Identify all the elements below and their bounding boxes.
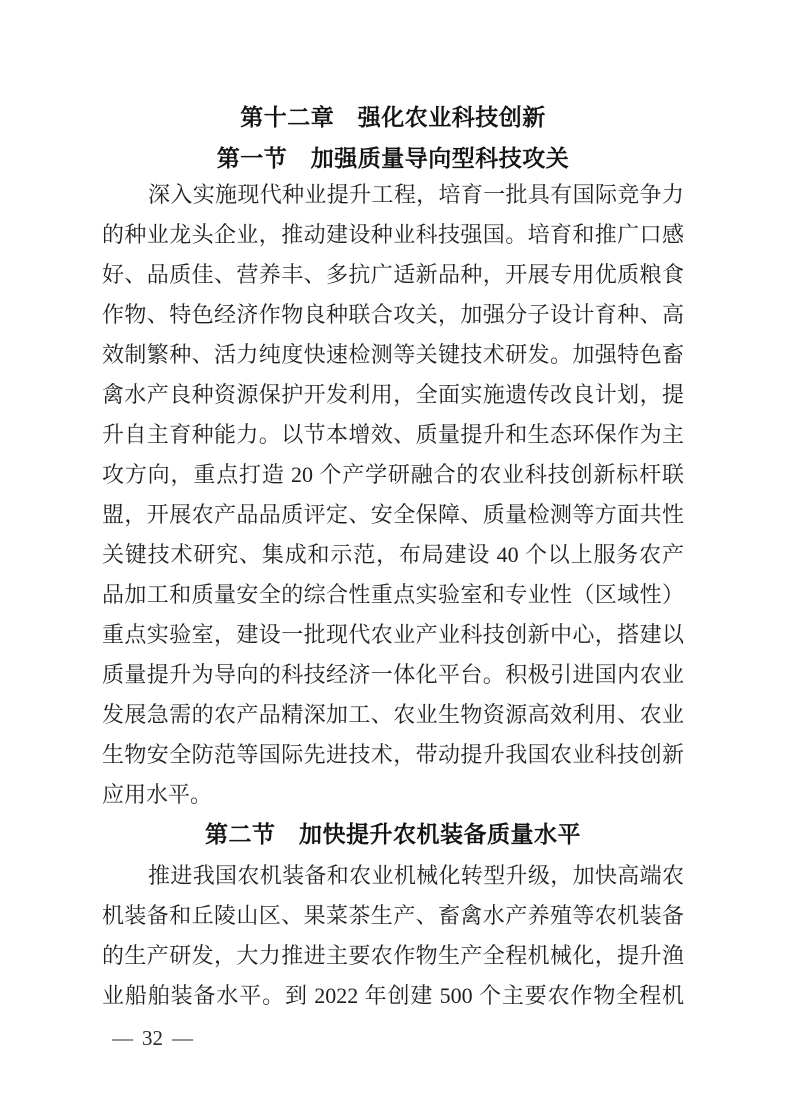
section-2-paragraph bbox=[102, 856, 684, 1016]
body-line: 盟，开展农产品品质评定、安全保障、质量检测等方面共性 bbox=[102, 502, 684, 527]
chapter-title: 第十二章 强化农业科技创新 bbox=[240, 104, 546, 130]
body-line: 作物、特色经济作物良种联合攻关，加强分子设计育种、高 bbox=[102, 302, 684, 327]
body-line: 机装备和丘陵山区、果菜茶生产、畜禽水产养殖等农机装备 bbox=[102, 903, 684, 928]
section-1-paragraph bbox=[102, 175, 684, 815]
body-line: 禽水产良种资源保护开发利用，全面实施遗传改良计划，提 bbox=[102, 382, 684, 407]
body-line: 效制繁种、活力纯度快速检测等关键技术研发。加强特色畜 bbox=[102, 342, 684, 367]
body-line: 深入实施现代种业提升工程，培育一批具有国际竞争力 bbox=[148, 182, 684, 207]
body-line: 发展急需的农产品精深加工、农业生物资源高效利用、农业 bbox=[102, 702, 684, 727]
page-number: 32 bbox=[142, 1026, 163, 1050]
body-line: 关键技术研究、集成和示范，布局建设 40 个以上服务农产 bbox=[102, 542, 684, 567]
body-line: 业船舶装备水平。到 2022 年创建 500 个主要农作物全程机 bbox=[102, 983, 684, 1008]
page-number-footer bbox=[112, 1026, 193, 1050]
body-line: 好、品质佳、营养丰、多抗广适新品种，开展专用优质粮食 bbox=[102, 262, 684, 287]
body-line: 重点实验室，建设一批现代农业产业科技创新中心，搭建以 bbox=[102, 622, 684, 647]
body-line: 的生产研发，大力推进主要农作物生产全程机械化，提升渔 bbox=[102, 943, 684, 968]
body-line: 品加工和质量安全的综合性重点实验室和专业性（区域性） bbox=[102, 582, 684, 607]
body-line: 推进我国农机装备和农业机械化转型升级，加快高端农 bbox=[148, 863, 684, 888]
body-line: 生物安全防范等国际先进技术，带动提升我国农业科技创新 bbox=[102, 742, 684, 767]
section-2-title: 第二节 加快提升农机装备质量水平 bbox=[205, 822, 581, 847]
body-line: 攻方向，重点打造 20 个产学研融合的农业科技创新标杆联 bbox=[102, 462, 684, 487]
body-line: 的种业龙头企业，推动建设种业科技强国。培育和推广口感 bbox=[102, 222, 684, 247]
text-column bbox=[102, 0, 684, 1016]
body-line: 升自主育种能力。以节本增效、质量提升和生态环保作为主 bbox=[102, 422, 684, 447]
section-1-title: 第一节 加强质量导向型科技攻关 bbox=[216, 146, 570, 171]
body-line: 质量提升为导向的科技经济一体化平台。积极引进国内农业 bbox=[102, 662, 684, 687]
footer-dash-right: — bbox=[172, 1026, 193, 1050]
body-line: 应用水平。 bbox=[102, 782, 213, 807]
footer-dash-left: — bbox=[112, 1026, 133, 1050]
